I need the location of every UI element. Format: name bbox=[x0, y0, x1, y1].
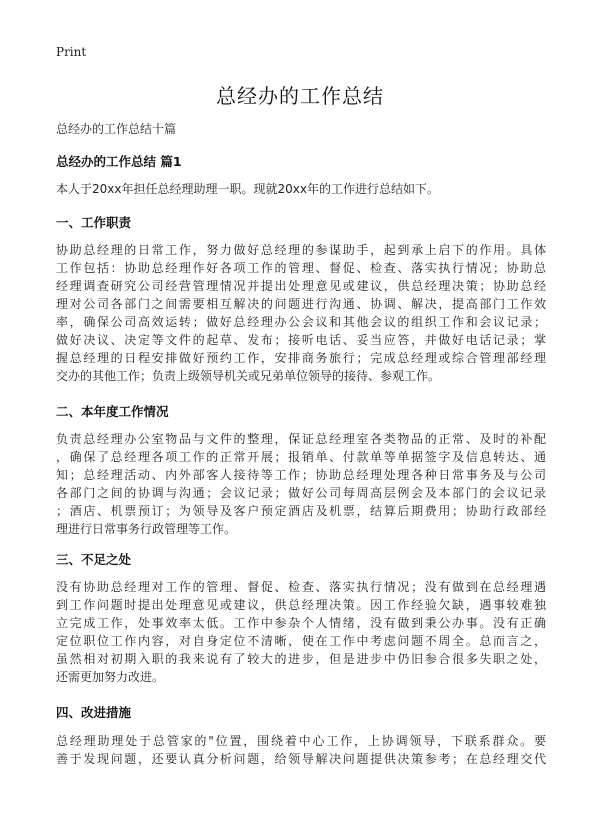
paragraph-line: 理对公司各部门之间需要相互解决的问题进行沟通、协调、解决，提高部门工作效 bbox=[56, 297, 546, 311]
section-body-improvements bbox=[56, 732, 546, 768]
paragraph-line: 善于发现问题，还要认真分析问题，给领导解决问题提供决策参考；在总经理交代 bbox=[56, 752, 546, 766]
document-subtitle: 总经办的工作总结十篇 bbox=[56, 122, 177, 136]
paragraph-line: 交办的其他工作；负责上级领导机关或兄弟单位领导的接待、参观工作。 bbox=[56, 369, 441, 383]
intro-paragraph bbox=[56, 180, 546, 198]
paragraph-line: ；酒店、机票预订；为领导及客户预定酒店及机票，结算后期费用；协助行政部经 bbox=[56, 504, 546, 518]
paragraph-line: 经理调查研究公司经营管理情况并提出处理意见或建议，供总经理决策；协助总经 bbox=[56, 279, 546, 293]
section-body-duties bbox=[56, 241, 546, 385]
paragraph-line: ，确保了总经理各项工作的正常开展；报销单、付款单等单据签字及信息转达、通 bbox=[56, 450, 546, 464]
paragraph-line: 总经理助理处于总管家的"位置，围绕着中心工作，上协调领导，下联系群众。要 bbox=[56, 734, 546, 748]
paragraph-line: 协助总经理的日常工作，努力做好总经理的参谋助手，起到承上启下的作用。具体 bbox=[56, 243, 546, 257]
paragraph-line: 到工作问题时提出处理意见或建议，供总经理决策。因工作经验欠缺，遇事较难独 bbox=[56, 598, 546, 612]
paragraph-line: 没有协助总经理对工作的管理、督促、检查、落实执行情况；没有做到在总经理遇 bbox=[56, 580, 546, 594]
print-link[interactable]: Print bbox=[56, 45, 87, 59]
paragraph-line: 定位职位工作内容，对自身定位不清晰，使在工作中考虑问题不周全。总而言之， bbox=[56, 634, 546, 648]
paragraph-line: 负责总经理办公室物品与文件的整理，保证总经理室各类物品的正常、及时的补配 bbox=[56, 432, 546, 446]
section-body-shortcomings bbox=[56, 578, 546, 686]
paragraph-line: 立完成工作，处事效率太低。工作中参杂个人情绪，没有做到秉公办事。没有正确 bbox=[56, 616, 546, 630]
paragraph-line: 虽然相对初期入职的我来说有了较大的进步，但是进步中仍旧参合很多失职之处， bbox=[56, 652, 546, 666]
section-heading-duties: 一、工作职责 bbox=[56, 215, 132, 230]
paragraph-line: 握总经理的日程安排做好预约工作，安排商务旅行；完成总经理或综合管理部经理 bbox=[56, 351, 546, 365]
section-body-annual-work bbox=[56, 430, 546, 538]
intro-line: 本人于20xx年担任总经理助理一职。现就20xx年的工作进行总结如下。 bbox=[56, 182, 439, 196]
paragraph-line: 理进行日常事务行政管理等工作。 bbox=[56, 522, 237, 536]
paragraph-line: 工作包括：协助总经理作好各项工作的管理、督促、检查、落实执行情况；协助总 bbox=[56, 261, 546, 275]
paragraph-line: 做好决议、决定等文件的起草、发布；接听电话、妥当应答，并做好电话记录；掌 bbox=[56, 333, 546, 347]
section-heading-annual-work: 二、本年度工作情况 bbox=[56, 404, 169, 419]
section-heading-improvements: 四、改进措施 bbox=[56, 705, 132, 720]
paragraph-line: 率，确保公司高效运转；做好总经理办公会议和其他会议的组织工作和会议记录； bbox=[56, 315, 546, 329]
document-title: 总经办的工作总结 bbox=[216, 84, 384, 108]
paragraph-line: 知；总经理活动、内外部客人接待等工作；协助总经理处理各种日常事务及与公司 bbox=[56, 468, 546, 482]
section-heading-shortcomings: 三、不足之处 bbox=[56, 552, 132, 567]
paragraph-line: 还需更加努力改进。 bbox=[56, 670, 165, 684]
paragraph-line: 各部门之间的协调与沟通；会议记录；做好公司每周高层例会及本部门的会议记录 bbox=[56, 486, 546, 500]
article-heading: 总经办的工作总结 篇1 bbox=[56, 154, 182, 169]
